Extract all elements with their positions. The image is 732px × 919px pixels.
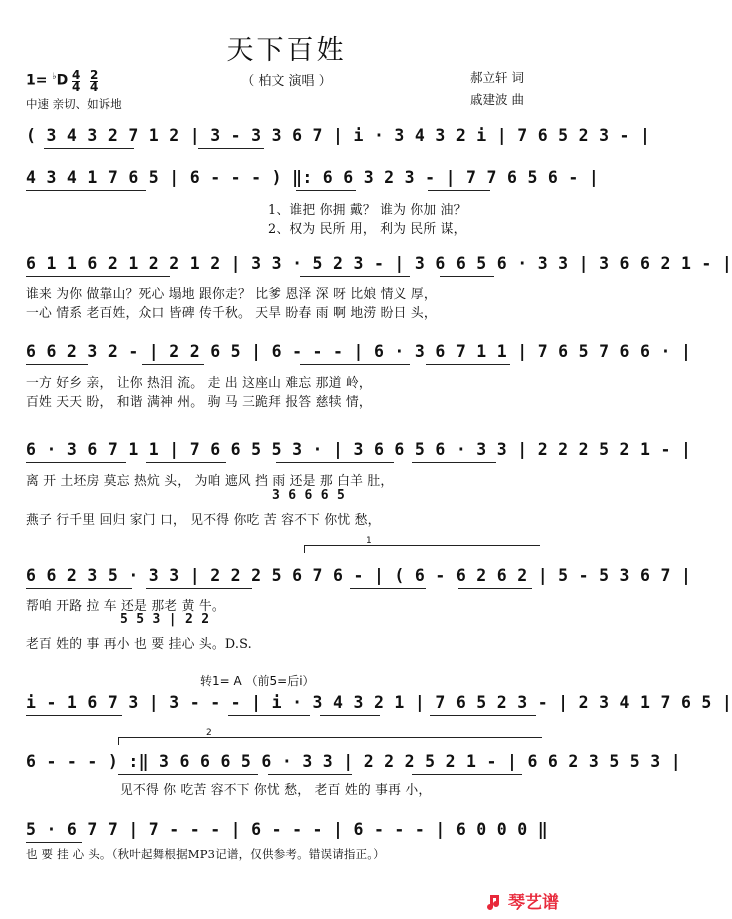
site-logo: [487, 888, 559, 913]
music-line-6: 6 6 2 3 5 · 3 3 | 2 2 2 5 6 7 6 - | ( 6 - 6 2 6 2 | 5 - 5 3 6 7 |: [26, 566, 692, 585]
beam: [146, 588, 252, 589]
beam: [350, 588, 426, 589]
beam: [26, 364, 88, 365]
lyrics-line-6-verse-1: 帮咱 开路 拉 车 还是 那老 黄 牛。: [26, 599, 225, 614]
beam: [228, 715, 310, 716]
beam: [26, 588, 132, 589]
lyrics-line-3-verse-1: 谁来 为你 做靠山？死心 塌地 跟你走？ 比爹 恩泽 深 呀 比娘 情义 厚，: [26, 287, 437, 302]
composer-credit: 戚建波 曲: [470, 92, 524, 107]
beam: [26, 276, 170, 277]
beam: [412, 462, 496, 463]
volta-bracket-1-edge: [304, 545, 305, 553]
music-line-7: i - 1 6 7 3 | 3 - - - | i · 3 4 3 2 1 | 7 6 5 2 3 - | 2 3 4 1 7 6 5 |: [26, 693, 732, 712]
alternate-notes-5: 3 6 6 6 5: [272, 488, 346, 503]
volta-bracket-2: [118, 737, 542, 738]
lyricist-credit: 郝立轩 词: [470, 70, 524, 85]
beam: [300, 276, 410, 277]
lyrics-line-5-verse-1: 离 开 土坯房 莫忘 热炕 头， 为咱 遮风 挡 雨 还是 那 白羊 肚，: [26, 474, 394, 489]
alternate-notes-6: 5 5 3 | 2 2: [120, 612, 210, 627]
lyrics-line-9: 也 要 挂 心 头。（秋叶起舞根据MP3记谱，仅供参考。错误请指正。）: [26, 847, 385, 861]
volta-bracket-1: [304, 545, 540, 546]
beam: [458, 588, 532, 589]
beam: [26, 842, 82, 843]
beam: [428, 190, 490, 191]
lyrics-line-2-verse-1: 1、谁把 你拥 戴？ 谁为 你加 油？: [268, 203, 467, 218]
singer-credit: （ 柏文 演唱 ）: [241, 74, 332, 89]
beam: [44, 148, 134, 149]
beam: [26, 190, 146, 191]
tempo-marking: 中速 亲切、如诉地: [26, 97, 122, 111]
key-signature: 1= ♭D: [26, 72, 69, 89]
lyrics-line-4-verse-2: 百姓 天天 盼， 和谐 满神 州。 驹 马 三跪拜 报答 慈犊 情，: [26, 395, 372, 410]
lyrics-line-4-verse-1: 一方 好乡 亲， 让你 热泪 流。 走 出 这座山 难忘 那道 岭，: [26, 376, 372, 391]
lyrics-line-5-verse-2: 燕子 行千里 回归 家门 口， 见不得 你吃 苦 容不下 你忧 愁，: [26, 513, 381, 528]
song-title: 天下百姓: [226, 35, 347, 66]
beam: [430, 715, 536, 716]
volta-number-1: 1: [366, 536, 372, 546]
music-line-2: 4 3 4 1 7 6 5 | 6 - - - ) ‖: 6 6 3 2 3 - | 7 7 6 5 6 - |: [26, 168, 600, 187]
beam: [26, 715, 122, 716]
beam: [300, 364, 410, 365]
site-logo-text: 琴艺谱: [508, 893, 559, 913]
lyrics-line-2-verse-2: 2、权为 民所 用， 利为 民所 谋，: [268, 222, 467, 237]
beam: [440, 276, 494, 277]
beam: [26, 462, 126, 463]
beam: [320, 715, 380, 716]
volta-bracket-2-edge: [118, 737, 119, 745]
music-line-3: 6 1 1 6 2 1 2 2 1 2 | 3 3 · 5 2 3 - | 3 6 6 5 6 · 3 3 | 3 6 6 2 1 - |: [26, 254, 732, 273]
beam: [198, 148, 264, 149]
beam: [146, 462, 226, 463]
modulation-marking: 转1= A （前5=后i）: [200, 674, 315, 688]
beam: [118, 774, 258, 775]
lyrics-line-3-verse-2: 一心 情系 老百姓，众口 皆碑 传千秋。 天旱 盼春 雨 啊 地涝 盼日 头，: [26, 306, 437, 321]
lyrics-line-8: 见不得 你 吃苦 容不下 你忧 愁， 老百 姓的 事再 小，: [120, 783, 432, 798]
beam: [412, 774, 522, 775]
music-line-5: 6 · 3 6 7 1 1 | 7 6 6 5 5 3 · | 3 6 6 5 6 · 3 3 | 2 2 2 5 2 1 - |: [26, 440, 692, 459]
beam: [142, 364, 204, 365]
time-signature-b: 2 4: [90, 68, 99, 94]
music-line-1: ( 3 4 3 2 7 1 2 | 3 - 3 3 6 7 | i · 3 4 3 2 i | 7 6 5 2 3 - |: [26, 126, 651, 145]
music-line-9: 5 · 6 7 7 | 7 - - - | 6 - - - | 6 - - - | 6 0 0 0 ‖: [26, 820, 548, 839]
beam: [296, 190, 356, 191]
time-signature-a: 4 4: [72, 68, 81, 94]
music-note-icon: [487, 893, 505, 911]
beam: [276, 462, 394, 463]
beam: [268, 774, 352, 775]
lyrics-line-6-verse-2: 老百 姓的 事 再小 也 要 挂心 头。D.S.: [26, 637, 252, 652]
music-line-4: 6 6 2 3 2 - | 2 2 6 5 | 6 - - - | 6 · 3 6 7 1 1 | 7 6 5 7 6 6 · |: [26, 342, 692, 361]
beam: [426, 364, 510, 365]
volta-number-2: 2: [206, 728, 212, 738]
music-line-8: 6 - - - ) :‖ 3 6 6 6 5 6 · 3 3 | 2 2 2 5 2 1 - | 6 6 2 3 5 5 3 |: [26, 752, 681, 771]
